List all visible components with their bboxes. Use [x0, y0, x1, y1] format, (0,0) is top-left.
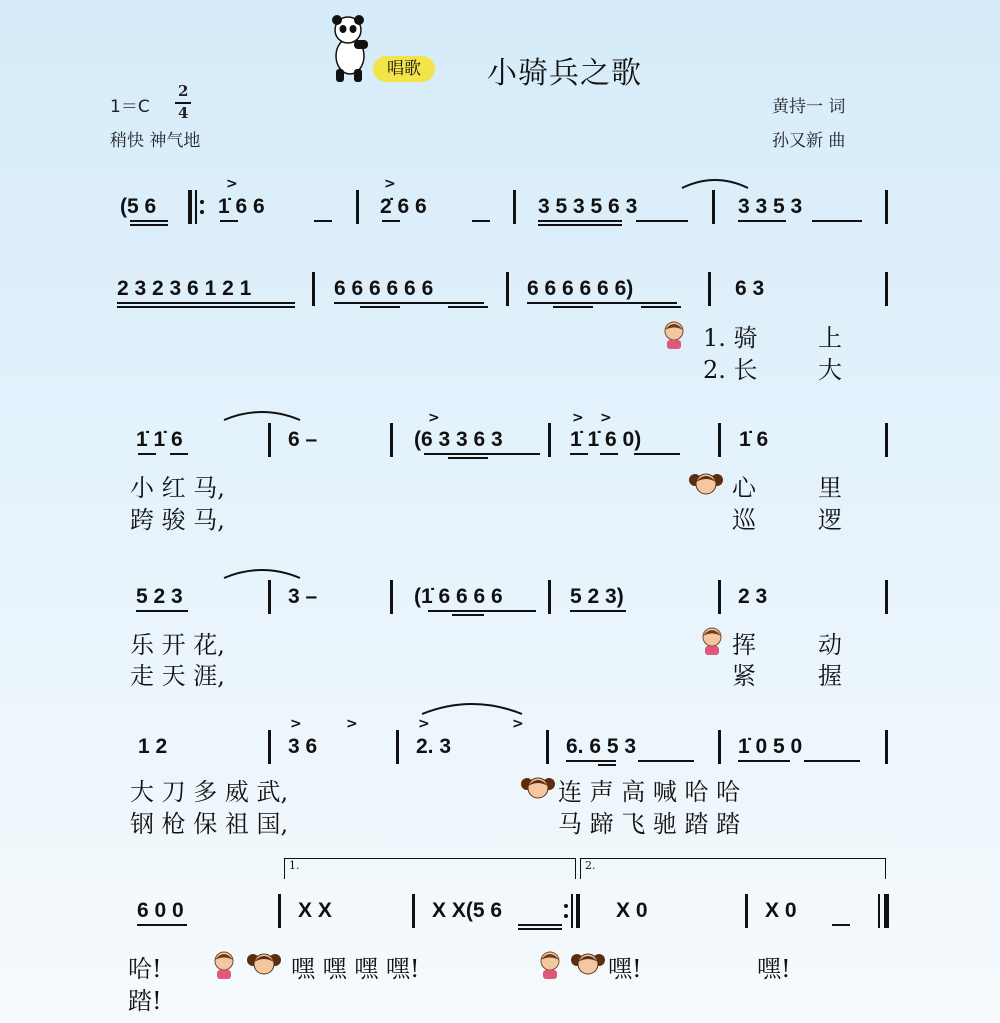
singing-badge: 唱歌 [373, 56, 435, 82]
notes-row1-m2: 2̇ 6 6 [380, 195, 427, 218]
time-signature-top: 2 [178, 82, 189, 100]
accent-mark: > [600, 410, 612, 426]
girl-icon [570, 950, 606, 984]
barline [885, 272, 888, 306]
barline [885, 580, 888, 614]
barline [546, 730, 549, 764]
underline-beam [832, 924, 850, 926]
repeat-start-sign [188, 190, 204, 224]
accent-mark: > [512, 716, 524, 732]
notes-row6-m4: X 0 [765, 899, 797, 922]
underline-beam [117, 302, 295, 304]
girl-icon [688, 470, 724, 504]
barline [548, 580, 551, 614]
underline-beam [518, 928, 562, 930]
tie-arc [222, 566, 302, 580]
boy-icon [212, 950, 236, 984]
barline [708, 272, 711, 306]
underline-beam [738, 760, 790, 762]
barline [718, 730, 721, 764]
lyric-line: 逻 [818, 506, 842, 534]
lyric-line: 巡 [732, 506, 756, 534]
barline [412, 894, 415, 928]
underline-beam [360, 306, 400, 308]
lyric-line: 走 天 涯, [130, 662, 225, 690]
barline [548, 423, 551, 457]
underline-beam [636, 220, 688, 222]
underline-beam [641, 306, 681, 308]
second-ending-label: 2. [585, 859, 596, 872]
underline-beam [170, 453, 188, 455]
barline [390, 580, 393, 614]
notes-row3-m1: 6 – [288, 428, 318, 451]
lyric-line: 踏! [128, 987, 162, 1015]
lyric-line: 跨 骏 马, [130, 506, 225, 534]
accent-mark: > [384, 176, 396, 192]
notes-row3-m3: 1̇ 1̇ 6 0) [570, 428, 642, 451]
barline [718, 423, 721, 457]
lyric-line: 动 [818, 631, 842, 659]
accent-mark: > [428, 410, 440, 426]
barline [745, 894, 748, 928]
underline-beam [804, 760, 860, 762]
notes-row6-m3: X 0 [616, 899, 648, 922]
underline-beam [570, 453, 588, 455]
underline-beam [634, 453, 680, 455]
notes-row1-m3: 3 5 3 5 6 3 [538, 195, 638, 218]
accent-mark: > [572, 410, 584, 426]
underline-beam [334, 302, 484, 304]
barline [513, 190, 516, 224]
lyric-line: 钢 枪 保 祖 国, [130, 810, 289, 838]
second-ending-bracket [580, 858, 886, 879]
notes-row5-m2: 2. 3 [416, 735, 452, 758]
notes-row5-m1: 3 6 [288, 735, 318, 758]
notes-row2-m0: 2 3 2 3 6 1 2 1 [117, 277, 252, 300]
accent-mark: > [226, 176, 238, 192]
lyric-line: 心 [732, 474, 756, 502]
notes-row6-m0: 6 0 0 [137, 899, 184, 922]
underline-beam [566, 760, 616, 762]
notes-row3-m0: 1̇ 1̇ 6 [136, 428, 183, 451]
barline [718, 580, 721, 614]
tempo-marking: 稍快 神气地 [110, 131, 201, 151]
underline-beam [538, 220, 622, 222]
tie-arc [680, 176, 750, 190]
lyric-line: 连 声 高 喊 哈 哈 [558, 778, 741, 806]
notes-row4-m0: 5 2 3 [136, 585, 183, 608]
boy-icon [662, 320, 686, 354]
tie-arc [222, 408, 302, 422]
key-signature: 1＝C [110, 97, 150, 117]
notes-row1-m4: 3 3 5 3 [738, 195, 803, 218]
barline [885, 730, 888, 764]
barline [268, 730, 271, 764]
notes-row6-m2: X X(5 6 [432, 899, 503, 922]
underline-beam [117, 306, 295, 308]
song-title: 小骑兵之歌 [487, 56, 642, 91]
underline-beam [598, 764, 616, 766]
notes-row5-m3: 6. 6 5 3 [566, 735, 637, 758]
underline-beam [738, 220, 786, 222]
underline-beam [452, 614, 484, 616]
boy-icon [700, 626, 724, 660]
underline-beam [518, 924, 562, 926]
underline-beam [130, 220, 168, 222]
composer: 孙又新 曲 [772, 131, 846, 151]
panda-mascot [328, 14, 372, 84]
lyric-line: 嘿 嘿 嘿 嘿! [291, 955, 420, 983]
underline-beam [553, 306, 593, 308]
lyric-line: 挥 [732, 631, 756, 659]
time-signature-bottom: 4 [178, 104, 189, 122]
accent-mark: > [418, 716, 430, 732]
tie-arc [420, 700, 524, 716]
lyric-line: 小 红 马, [130, 474, 225, 502]
underline-beam [448, 306, 488, 308]
underline-beam [424, 453, 540, 455]
underline-beam [314, 220, 332, 222]
notes-row3-m2: (6 3 3 6 3 [414, 428, 503, 451]
lyric-line: 大 [818, 356, 842, 384]
barline [268, 580, 271, 614]
notes-row1-m0: (5 6 [120, 195, 157, 218]
lyric-line: 2. 长 [703, 356, 758, 384]
barline [278, 894, 281, 928]
underline-beam [600, 453, 618, 455]
notes-row4-m4: 2 3 [738, 585, 768, 608]
notes-row4-m2: (1̇ 6 6 6 6 [414, 585, 503, 608]
lyric-line: 乐 开 花, [130, 631, 225, 659]
underline-beam [638, 760, 694, 762]
first-ending-bracket [284, 858, 576, 879]
accent-mark: > [346, 716, 358, 732]
boy-icon [538, 950, 562, 984]
lyric-line: 大 刀 多 威 武, [130, 778, 289, 806]
underline-beam [812, 220, 862, 222]
notes-row4-m3: 5 2 3) [570, 585, 624, 608]
underline-beam [570, 610, 626, 612]
notes-row5-m4: 1̇ 0 5 0 [738, 735, 803, 758]
lyric-line: 1. 骑 [703, 324, 758, 352]
underline-beam [220, 220, 238, 222]
notes-row2-m1: 6 6 6 6 6 6 [334, 277, 434, 300]
lyric-line: 嘿! [757, 955, 791, 983]
underline-beam [137, 924, 187, 926]
notes-row3-m4: 1̇ 6 [739, 428, 769, 451]
barline [712, 190, 715, 224]
barline [396, 730, 399, 764]
lyric-line: 握 [818, 662, 842, 690]
notes-row4-m1: 3 – [288, 585, 318, 608]
underline-beam [448, 457, 488, 459]
underline-beam [538, 224, 622, 226]
lyric-line: 马 蹄 飞 驰 踏 踏 [558, 810, 741, 838]
barline [885, 190, 888, 224]
notes-row5-m0: 1 2 [138, 735, 168, 758]
lyricist: 黄持一 词 [772, 97, 846, 117]
final-barline [878, 894, 892, 928]
accent-mark: > [290, 716, 302, 732]
barline [268, 423, 271, 457]
first-ending-label: 1. [289, 859, 300, 872]
lyric-line: 里 [818, 474, 842, 502]
underline-beam [428, 610, 536, 612]
underline-beam [136, 610, 188, 612]
notes-row1-m1: 1̇ 6 6 [218, 195, 265, 218]
notes-row2-m3: 6 3 [735, 277, 765, 300]
lyric-line: 嘿! [608, 955, 642, 983]
underline-beam [472, 220, 490, 222]
barline [356, 190, 359, 224]
underline-beam [527, 302, 677, 304]
repeat-end-sign [564, 894, 582, 928]
notes-row6-m1: X X [298, 899, 332, 922]
girl-icon [246, 950, 282, 984]
barline [506, 272, 509, 306]
lyric-line: 哈! [128, 955, 162, 983]
lyric-line: 上 [818, 324, 842, 352]
underline-beam [382, 220, 400, 222]
underline-beam [138, 453, 156, 455]
lyric-line: 紧 [732, 662, 756, 690]
underline-beam [130, 224, 168, 226]
barline [312, 272, 315, 306]
barline [885, 423, 888, 457]
girl-icon [520, 774, 556, 808]
notes-row2-m2: 6 6 6 6 6 6) [527, 277, 634, 300]
barline [390, 423, 393, 457]
